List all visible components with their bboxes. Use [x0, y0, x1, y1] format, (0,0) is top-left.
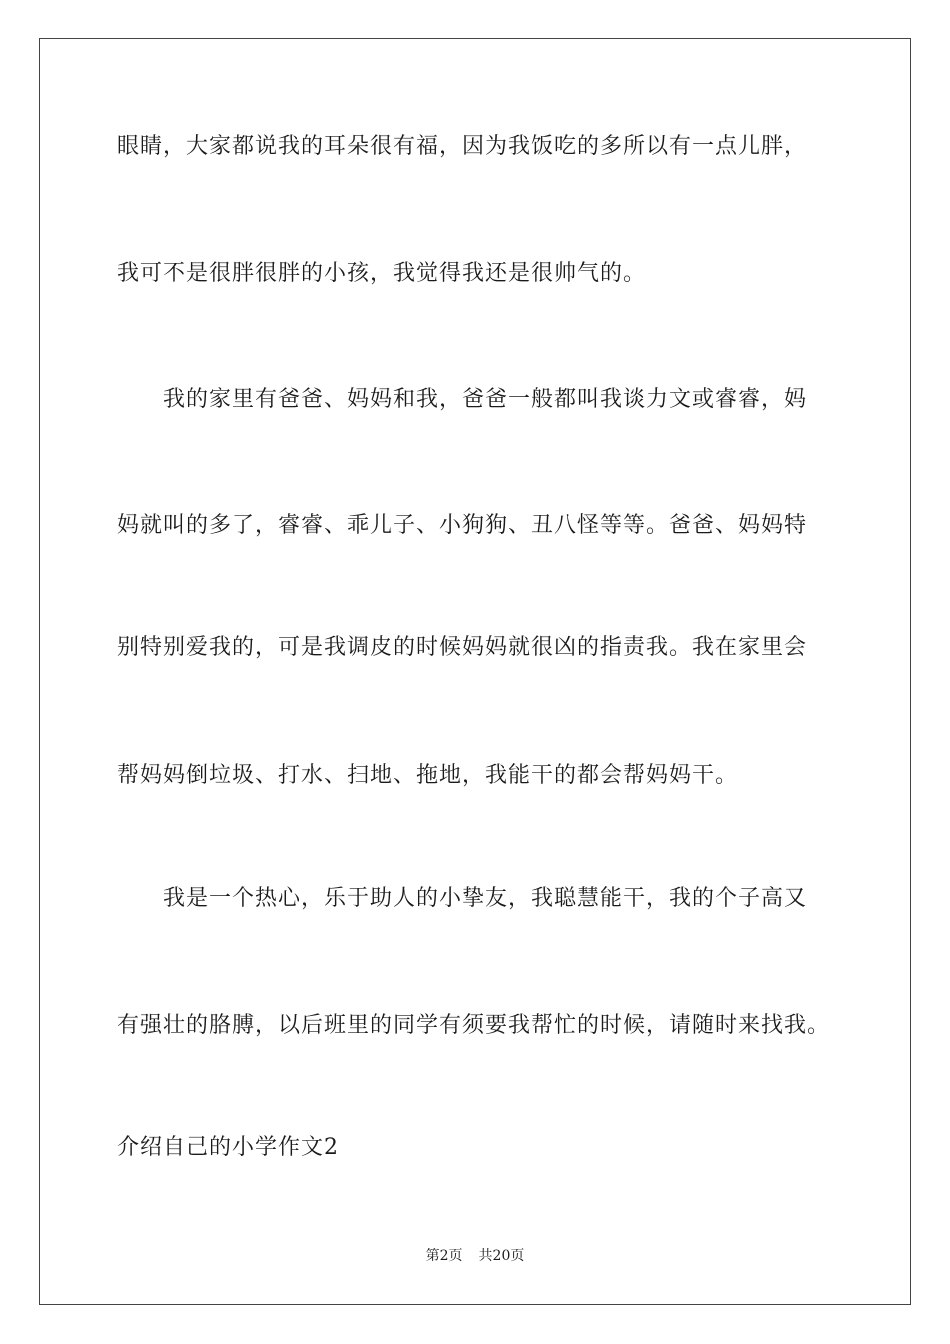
- paragraph-first-line: 我是一个热心，乐于助人的小挚友，我聪慧能干，我的个子高又: [163, 886, 808, 911]
- page-total: 共20页: [478, 1248, 525, 1264]
- text-line: 帮妈妈倒垃圾、打水、扫地、拖地，我能干的都会帮妈妈干。: [117, 763, 739, 788]
- page-number: 第2页: [425, 1248, 463, 1264]
- paragraph-first-line: 我的家里有爸爸、妈妈和我，爸爸一般都叫我谈力文或睿睿，妈: [163, 387, 808, 412]
- text-line: 我可不是很胖很胖的小孩，我觉得我还是很帅气的。: [117, 261, 647, 286]
- text-line: 妈就叫的多了，睿睿、乖儿子、小狗狗、丑八怪等等。爸爸、妈妈特: [117, 513, 808, 538]
- page-footer: [0, 1246, 950, 1266]
- page-border: [39, 38, 911, 1305]
- text-line: 眼睛，大家都说我的耳朵很有福，因为我饭吃的多所以有一点儿胖，: [117, 134, 808, 159]
- section-heading: 介绍自己的小学作文2: [117, 1135, 339, 1160]
- text-line: 别特别爱我的，可是我调皮的时候妈妈就很凶的指责我。我在家里会: [117, 635, 808, 660]
- text-line: 有强壮的胳膊，以后班里的同学有须要我帮忙的时候，请随时来找我。: [117, 1013, 831, 1038]
